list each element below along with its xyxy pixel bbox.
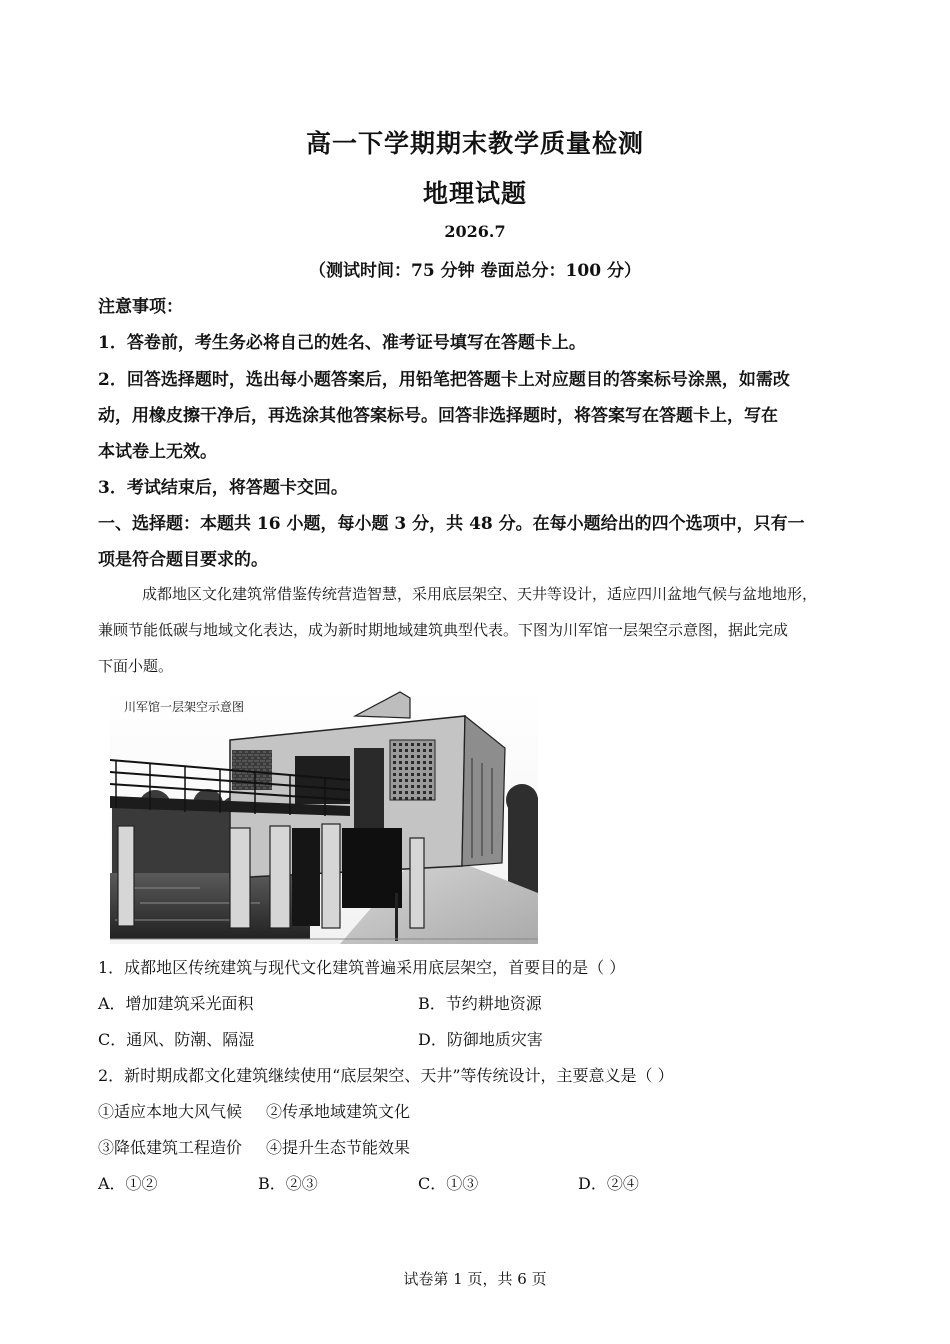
section-heading: 一、选择题：本题共 16 小题，每小题 3 分，共 48 分。在每小题给出的四个选项中，只有一	[98, 514, 805, 534]
passage-line: 兼顾节能低碳与地域文化表达，成为新时期地域建筑典型代表。下图为川军馆一层架空示意图，据此完成	[98, 621, 789, 639]
exam-title: 高一下学期期末教学质量检测	[305, 129, 644, 158]
q2-item-2: ②传承地域建筑文化	[266, 1102, 411, 1121]
exam-subject: 地理试题	[422, 179, 527, 208]
exam-info: （测试时间：75 分钟 卷面总分：100 分）	[309, 261, 641, 281]
q2-item-3: ③降低建筑工程造价	[98, 1138, 243, 1157]
passage-line: 成都地区文化建筑常借鉴传统营造智慧，采用底层架空、天井等设计，适应四川盆地气候与盆地地形，	[142, 585, 818, 603]
q2-option-b: B．②③	[258, 1174, 318, 1193]
question-2-stem: 2．新时期成都文化建筑继续使用“底层架空、天井”等传统设计，主要意义是（ ）	[98, 1066, 674, 1085]
page-footer: 试卷第 1 页，共 6 页	[403, 1270, 547, 1288]
q2-option-d: D．②④	[578, 1174, 639, 1193]
note-line: 动，用橡皮擦干净后，再选涂其他答案标号。回答非选择题时，将答案写在答题卡上，写在	[98, 406, 778, 426]
q1-option-c: C．通风、防潮、隔湿	[98, 1030, 255, 1049]
figure-caption: 川军馆一层架空示意图	[124, 700, 245, 714]
question-1-stem: 1．成都地区传统建筑与现代文化建筑普遍采用底层架空，首要目的是（ ）	[98, 958, 626, 977]
note-line: 1．答卷前，考生务必将自己的姓名、准考证号填写在答题卡上。	[98, 333, 586, 353]
building-photo	[110, 688, 538, 944]
q2-item-1: ①适应本地大风气候	[98, 1102, 243, 1121]
q1-option-b: B．节约耕地资源	[418, 994, 542, 1013]
section-heading-cont: 项是符合题目要求的。	[98, 550, 268, 570]
q2-item-4: ④提升生态节能效果	[266, 1138, 411, 1157]
note-line: 2．回答选择题时，选出每小题答案后，用铅笔把答题卡上对应题目的答案标号涂黑，如需改	[98, 370, 790, 390]
q2-option-a: A．①②	[98, 1174, 158, 1193]
notes-heading: 注意事项：	[98, 297, 183, 317]
q2-option-c: C．①③	[418, 1174, 479, 1193]
q1-option-d: D．防御地质灾害	[418, 1030, 543, 1049]
q1-option-a: A．增加建筑采光面积	[98, 994, 254, 1013]
note-line: 3．考试结束后，将答题卡交回。	[98, 478, 348, 498]
exam-date: 2026.7	[444, 222, 506, 241]
passage-line: 下面小题。	[98, 657, 174, 675]
note-line: 本试卷上无效。	[98, 442, 217, 462]
